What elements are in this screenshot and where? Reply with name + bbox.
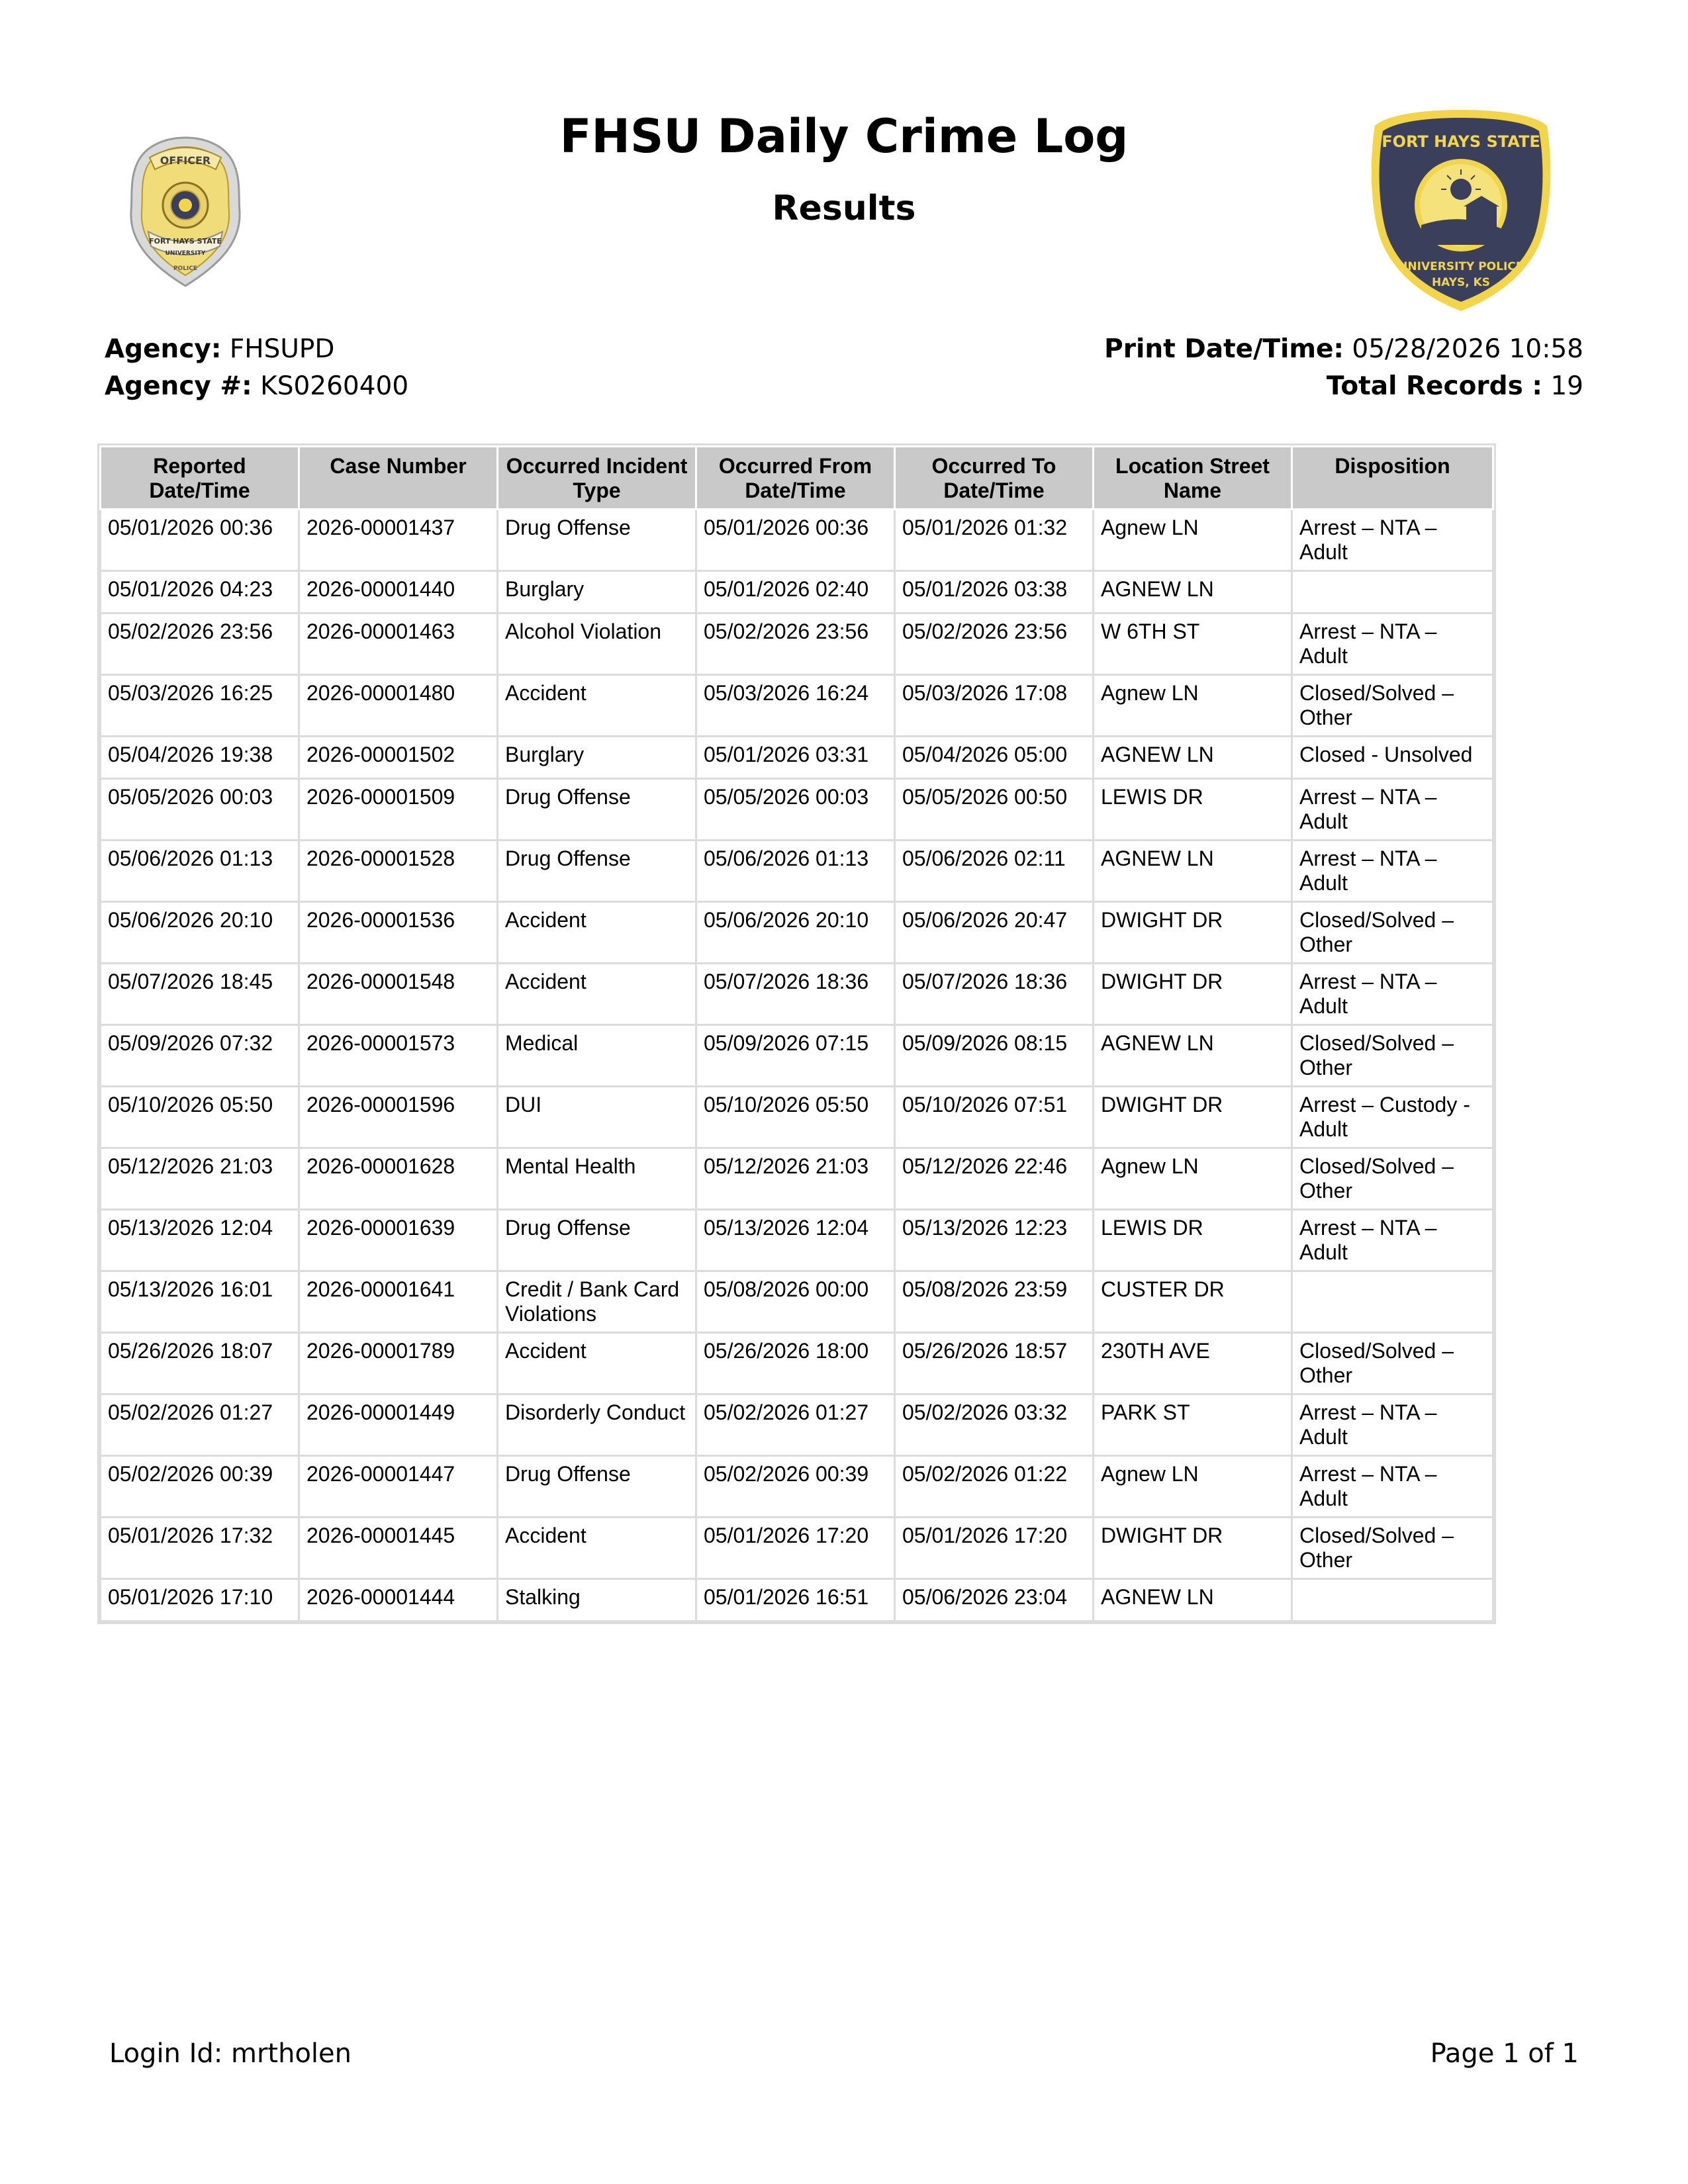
- agency-line: [105, 331, 408, 368]
- col-header-disposition: Disposition: [1292, 447, 1493, 510]
- cell-disposition: Arrest – NTA – Adult: [1292, 1210, 1493, 1271]
- agency-number-line: [105, 368, 408, 405]
- cell-disposition: Closed/Solved – Other: [1292, 1148, 1493, 1210]
- cell-occurred-to: 05/06/2026 02:11: [895, 841, 1094, 902]
- cell-disposition: Arrest – NTA – Adult: [1292, 964, 1493, 1025]
- table-row: [101, 964, 1493, 1025]
- cell-location: LEWIS DR: [1094, 779, 1292, 841]
- cell-occurred-to: 05/06/2026 20:47: [895, 902, 1094, 964]
- agency-number-value: KS0260400: [252, 371, 409, 401]
- cell-incident-type: Accident: [498, 1518, 696, 1579]
- total-records-line: [1104, 368, 1583, 405]
- cell-disposition: Closed - Unsolved: [1292, 737, 1493, 779]
- cell-incident-type: Medical: [498, 1025, 696, 1087]
- cell-case-number: 2026-00001548: [299, 964, 498, 1025]
- cell-case-number: 2026-00001509: [299, 779, 498, 841]
- table-row: [101, 841, 1493, 902]
- cell-case-number: 2026-00001463: [299, 614, 498, 675]
- cell-incident-type: Stalking: [498, 1579, 696, 1621]
- cell-occurred-from: 05/01/2026 03:31: [696, 737, 895, 779]
- cell-disposition: Arrest – NTA – Adult: [1292, 614, 1493, 675]
- agency-value: FHSUPD: [221, 334, 335, 364]
- crime-log-table: [99, 445, 1494, 1622]
- cell-incident-type: DUI: [498, 1087, 696, 1148]
- cell-occurred-to: 05/01/2026 17:20: [895, 1518, 1094, 1579]
- cell-occurred-to: 05/12/2026 22:46: [895, 1148, 1094, 1210]
- cell-incident-type: Accident: [498, 675, 696, 737]
- cell-occurred-from: 05/05/2026 00:03: [696, 779, 895, 841]
- cell-case-number: 2026-00001639: [299, 1210, 498, 1271]
- cell-location: 230TH AVE: [1094, 1333, 1292, 1394]
- cell-disposition: Arrest – Custody - Adult: [1292, 1087, 1493, 1148]
- cell-occurred-from: 05/01/2026 02:40: [696, 571, 895, 614]
- cell-case-number: 2026-00001437: [299, 510, 498, 571]
- cell-reported: 05/01/2026 17:32: [101, 1518, 299, 1579]
- cell-reported: 05/02/2026 00:39: [101, 1456, 299, 1518]
- cell-location: LEWIS DR: [1094, 1210, 1292, 1271]
- cell-occurred-from: 05/10/2026 05:50: [696, 1087, 895, 1148]
- cell-disposition: Closed/Solved – Other: [1292, 675, 1493, 737]
- cell-occurred-to: 05/01/2026 03:38: [895, 571, 1094, 614]
- cell-occurred-from: 05/02/2026 01:27: [696, 1394, 895, 1456]
- col-header-occurred-from: Occurred From Date/Time: [696, 447, 895, 510]
- cell-occurred-from: 05/08/2026 00:00: [696, 1271, 895, 1333]
- cell-occurred-to: 05/06/2026 23:04: [895, 1579, 1094, 1621]
- patch-text-bottom2: HAYS, KS: [1431, 276, 1491, 289]
- cell-disposition: [1292, 571, 1493, 614]
- cell-incident-type: Accident: [498, 902, 696, 964]
- total-records-label: Total Records :: [1326, 371, 1542, 401]
- cell-case-number: 2026-00001447: [299, 1456, 498, 1518]
- login-id: Login Id: mrtholen: [109, 2038, 352, 2069]
- agency-number-label: Agency #:: [105, 371, 252, 401]
- cell-reported: 05/01/2026 00:36: [101, 510, 299, 571]
- cell-occurred-from: 05/13/2026 12:04: [696, 1210, 895, 1271]
- cell-occurred-to: 05/13/2026 12:23: [895, 1210, 1094, 1271]
- cell-case-number: 2026-00001449: [299, 1394, 498, 1456]
- cell-disposition: [1292, 1579, 1493, 1621]
- cell-location: AGNEW LN: [1094, 571, 1292, 614]
- cell-case-number: 2026-00001628: [299, 1148, 498, 1210]
- cell-occurred-from: 05/26/2026 18:00: [696, 1333, 895, 1394]
- col-header-occurred-to: Occurred To Date/Time: [895, 447, 1094, 510]
- cell-disposition: Closed/Solved – Other: [1292, 902, 1493, 964]
- cell-occurred-from: 05/09/2026 07:15: [696, 1025, 895, 1087]
- cell-case-number: 2026-00001528: [299, 841, 498, 902]
- cell-occurred-from: 05/06/2026 01:13: [696, 841, 895, 902]
- page-number: Page 1 of 1: [1430, 2038, 1579, 2069]
- cell-reported: 05/07/2026 18:45: [101, 964, 299, 1025]
- cell-occurred-from: 05/07/2026 18:36: [696, 964, 895, 1025]
- cell-disposition: Closed/Solved – Other: [1292, 1518, 1493, 1579]
- cell-location: Agnew LN: [1094, 510, 1292, 571]
- col-header-incident-type: Occurred Incident Type: [498, 447, 696, 510]
- cell-incident-type: Burglary: [498, 571, 696, 614]
- cell-occurred-from: 05/06/2026 20:10: [696, 902, 895, 964]
- table-row: [101, 1518, 1493, 1579]
- table-row: [101, 1333, 1493, 1394]
- cell-location: Agnew LN: [1094, 1456, 1292, 1518]
- cell-case-number: 2026-00001536: [299, 902, 498, 964]
- print-datetime-line: [1104, 331, 1583, 368]
- page-title: FHSU Daily Crime Log: [559, 109, 1129, 163]
- cell-location: W 6TH ST: [1094, 614, 1292, 675]
- cell-disposition: Arrest – NTA – Adult: [1292, 779, 1493, 841]
- cell-occurred-to: 05/04/2026 05:00: [895, 737, 1094, 779]
- badge-text-mid: FORT HAYS STATE: [149, 237, 222, 246]
- cell-reported: 05/26/2026 18:07: [101, 1333, 299, 1394]
- cell-occurred-to: 05/03/2026 17:08: [895, 675, 1094, 737]
- cell-location: AGNEW LN: [1094, 1579, 1292, 1621]
- cell-reported: 05/06/2026 01:13: [101, 841, 299, 902]
- table-row: [101, 1394, 1493, 1456]
- badge-text-bottom: POLICE: [173, 265, 198, 272]
- cell-case-number: 2026-00001445: [299, 1518, 498, 1579]
- cell-incident-type: Mental Health: [498, 1148, 696, 1210]
- cell-reported: 05/01/2026 17:10: [101, 1579, 299, 1621]
- cell-reported: 05/05/2026 00:03: [101, 779, 299, 841]
- cell-occurred-to: 05/26/2026 18:57: [895, 1333, 1094, 1394]
- table-header-row: [101, 447, 1493, 510]
- cell-incident-type: Drug Offense: [498, 510, 696, 571]
- table-row: [101, 510, 1493, 571]
- cell-disposition: Closed/Solved – Other: [1292, 1333, 1493, 1394]
- print-datetime-label: Print Date/Time:: [1104, 334, 1344, 364]
- cell-occurred-to: 05/07/2026 18:36: [895, 964, 1094, 1025]
- cell-reported: 05/06/2026 20:10: [101, 902, 299, 964]
- cell-occurred-to: 05/01/2026 01:32: [895, 510, 1094, 571]
- cell-case-number: 2026-00001444: [299, 1579, 498, 1621]
- cell-location: DWIGHT DR: [1094, 1087, 1292, 1148]
- cell-incident-type: Accident: [498, 1333, 696, 1394]
- cell-location: Agnew LN: [1094, 675, 1292, 737]
- cell-incident-type: Disorderly Conduct: [498, 1394, 696, 1456]
- cell-occurred-to: 05/05/2026 00:50: [895, 779, 1094, 841]
- cell-incident-type: Drug Offense: [498, 779, 696, 841]
- cell-location: DWIGHT DR: [1094, 1518, 1292, 1579]
- print-info: [1104, 331, 1583, 405]
- table-row: [101, 1579, 1493, 1621]
- cell-reported: 05/10/2026 05:50: [101, 1087, 299, 1148]
- cell-disposition: Arrest – NTA – Adult: [1292, 1394, 1493, 1456]
- cell-case-number: 2026-00001502: [299, 737, 498, 779]
- page-subtitle: Results: [772, 189, 916, 228]
- patch-text-bottom1: UNIVERSITY POLICE: [1398, 260, 1524, 273]
- cell-occurred-to: 05/09/2026 08:15: [895, 1025, 1094, 1087]
- table-row: [101, 675, 1493, 737]
- cell-case-number: 2026-00001596: [299, 1087, 498, 1148]
- cell-incident-type: Accident: [498, 964, 696, 1025]
- patch-text-top: FORT HAYS STATE: [1382, 132, 1540, 151]
- cell-reported: 05/13/2026 12:04: [101, 1210, 299, 1271]
- cell-disposition: [1292, 1271, 1493, 1333]
- cell-incident-type: Burglary: [498, 737, 696, 779]
- cell-location: AGNEW LN: [1094, 1025, 1292, 1087]
- cell-occurred-to: 05/02/2026 03:32: [895, 1394, 1094, 1456]
- total-records-value: 19: [1542, 371, 1583, 401]
- cell-occurred-from: 05/01/2026 16:51: [696, 1579, 895, 1621]
- col-header-case-number: Case Number: [299, 447, 498, 510]
- cell-location: AGNEW LN: [1094, 841, 1292, 902]
- badge-text-sub: UNIVERSITY: [165, 250, 206, 257]
- cell-occurred-from: 05/02/2026 23:56: [696, 614, 895, 675]
- col-header-reported: Reported Date/Time: [101, 447, 299, 510]
- cell-incident-type: Drug Offense: [498, 841, 696, 902]
- table-row: [101, 902, 1493, 964]
- cell-location: Agnew LN: [1094, 1148, 1292, 1210]
- cell-reported: 05/02/2026 01:27: [101, 1394, 299, 1456]
- cell-occurred-from: 05/12/2026 21:03: [696, 1148, 895, 1210]
- badge-text-top: OFFICER: [160, 154, 211, 167]
- cell-incident-type: Credit / Bank Card Violations: [498, 1271, 696, 1333]
- cell-case-number: 2026-00001480: [299, 675, 498, 737]
- table-row: [101, 1210, 1493, 1271]
- cell-occurred-from: 05/02/2026 00:39: [696, 1456, 895, 1518]
- cell-reported: 05/12/2026 21:03: [101, 1148, 299, 1210]
- cell-reported: 05/01/2026 04:23: [101, 571, 299, 614]
- table-row: [101, 779, 1493, 841]
- cell-reported: 05/09/2026 07:32: [101, 1025, 299, 1087]
- cell-incident-type: Drug Offense: [498, 1456, 696, 1518]
- cell-occurred-to: 05/10/2026 07:51: [895, 1087, 1094, 1148]
- cell-occurred-from: 05/01/2026 00:36: [696, 510, 895, 571]
- cell-location: DWIGHT DR: [1094, 902, 1292, 964]
- table-row: [101, 1456, 1493, 1518]
- cell-occurred-to: 05/08/2026 23:59: [895, 1271, 1094, 1333]
- cell-occurred-to: 05/02/2026 01:22: [895, 1456, 1094, 1518]
- cell-incident-type: Drug Offense: [498, 1210, 696, 1271]
- cell-incident-type: Alcohol Violation: [498, 614, 696, 675]
- cell-disposition: Arrest – NTA – Adult: [1292, 841, 1493, 902]
- print-datetime-value: 05/28/2026 10:58: [1344, 334, 1583, 364]
- table-row: [101, 571, 1493, 614]
- cell-occurred-from: 05/03/2026 16:24: [696, 675, 895, 737]
- table-row: [101, 614, 1493, 675]
- cell-occurred-to: 05/02/2026 23:56: [895, 614, 1094, 675]
- cell-reported: 05/02/2026 23:56: [101, 614, 299, 675]
- cell-reported: 05/13/2026 16:01: [101, 1271, 299, 1333]
- cell-disposition: Closed/Solved – Other: [1292, 1025, 1493, 1087]
- cell-case-number: 2026-00001641: [299, 1271, 498, 1333]
- agency-info: [105, 331, 408, 405]
- cell-disposition: Arrest – NTA – Adult: [1292, 1456, 1493, 1518]
- cell-case-number: 2026-00001440: [299, 571, 498, 614]
- cell-reported: 05/03/2026 16:25: [101, 675, 299, 737]
- cell-location: PARK ST: [1094, 1394, 1292, 1456]
- cell-disposition: Arrest – NTA – Adult: [1292, 510, 1493, 571]
- table-row: [101, 1025, 1493, 1087]
- cell-reported: 05/04/2026 19:38: [101, 737, 299, 779]
- table-row: [101, 1087, 1493, 1148]
- col-header-location: Location Street Name: [1094, 447, 1292, 510]
- table-row: [101, 1271, 1493, 1333]
- table-row: [101, 1148, 1493, 1210]
- cell-location: AGNEW LN: [1094, 737, 1292, 779]
- cell-case-number: 2026-00001573: [299, 1025, 498, 1087]
- cell-location: DWIGHT DR: [1094, 964, 1292, 1025]
- table-row: [101, 737, 1493, 779]
- agency-label: Agency:: [105, 334, 222, 364]
- cell-location: CUSTER DR: [1094, 1271, 1292, 1333]
- cell-case-number: 2026-00001789: [299, 1333, 498, 1394]
- cell-occurred-from: 05/01/2026 17:20: [696, 1518, 895, 1579]
